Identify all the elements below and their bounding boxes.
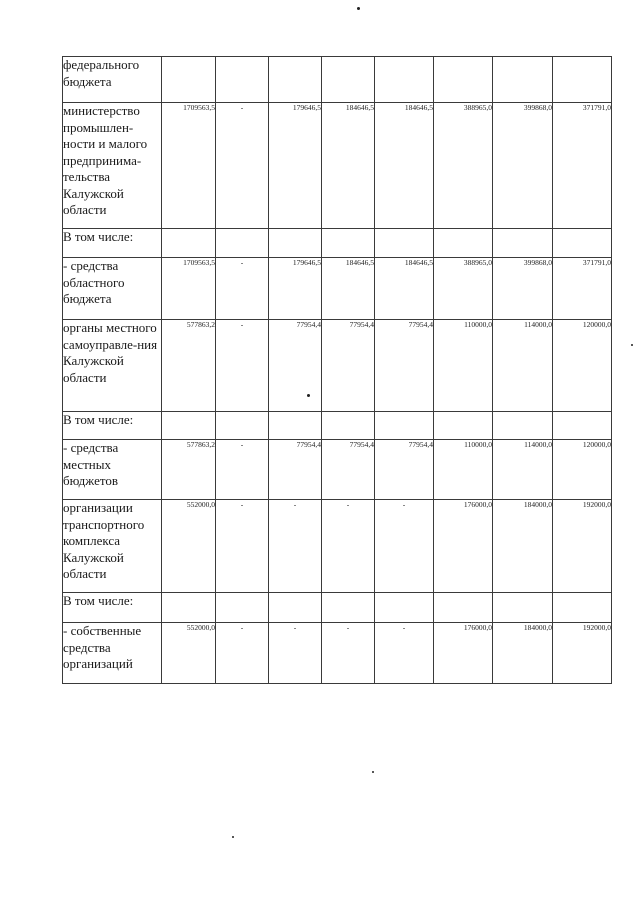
cell-col-3: 77954,4 (269, 320, 322, 412)
cell-col-7: 399868,0 (493, 258, 553, 320)
cell-col-7 (493, 229, 553, 258)
row-label: - средства областного бюджета (63, 258, 162, 320)
cell-col-4: - (322, 500, 375, 593)
cell-col-3 (269, 57, 322, 103)
cell-col-8: 120000,0 (553, 320, 612, 412)
cell-col-3: 179646,5 (269, 103, 322, 229)
cell-col-6: 388965,0 (434, 258, 493, 320)
cell-total (162, 57, 216, 103)
cell-col-5 (375, 57, 434, 103)
cell-col-2 (216, 229, 269, 258)
cell-col-8: 371791,0 (553, 258, 612, 320)
cell-total (162, 229, 216, 258)
cell-col-4 (322, 412, 375, 440)
scan-speck (631, 344, 633, 346)
cell-col-5 (375, 593, 434, 623)
row-label: организации транспортного комплекса Калужской области (63, 500, 162, 593)
cell-col-2 (216, 57, 269, 103)
cell-col-2 (216, 412, 269, 440)
cell-col-5: 77954,4 (375, 440, 434, 500)
table-row (63, 500, 612, 593)
cell-col-4: 184646,5 (322, 103, 375, 229)
table-row (63, 623, 612, 684)
cell-col-5 (375, 412, 434, 440)
table-row (63, 412, 612, 440)
table-row (63, 593, 612, 623)
cell-col-3: - (269, 500, 322, 593)
cell-col-4: 77954,4 (322, 320, 375, 412)
cell-col-3: 179646,5 (269, 258, 322, 320)
cell-col-6: 388965,0 (434, 103, 493, 229)
cell-col-6: 110000,0 (434, 320, 493, 412)
cell-col-2: - (216, 320, 269, 412)
cell-col-7 (493, 412, 553, 440)
table-row (63, 440, 612, 500)
cell-col-8 (553, 412, 612, 440)
cell-col-6 (434, 229, 493, 258)
scan-speck (307, 394, 310, 397)
cell-col-6 (434, 593, 493, 623)
cell-col-5: - (375, 500, 434, 593)
cell-total: 1709563,5 (162, 103, 216, 229)
cell-col-5: 77954,4 (375, 320, 434, 412)
table-row (63, 258, 612, 320)
table-row (63, 103, 612, 229)
cell-col-3: - (269, 623, 322, 684)
row-label: - средства местных бюджетов (63, 440, 162, 500)
row-label: федерального бюджета (63, 57, 162, 103)
cell-col-5 (375, 229, 434, 258)
scan-speck (232, 836, 234, 838)
cell-col-2: - (216, 103, 269, 229)
cell-col-8: 120000,0 (553, 440, 612, 500)
cell-col-2: - (216, 258, 269, 320)
cell-col-3: 77954,4 (269, 440, 322, 500)
cell-col-3 (269, 229, 322, 258)
cell-col-7: 114000,0 (493, 320, 553, 412)
cell-col-5: 184646,5 (375, 258, 434, 320)
cell-col-7: 184000,0 (493, 500, 553, 593)
cell-col-3 (269, 412, 322, 440)
row-label: - собственные средства организаций (63, 623, 162, 684)
cell-col-2: - (216, 623, 269, 684)
cell-col-6: 110000,0 (434, 440, 493, 500)
cell-col-5: 184646,5 (375, 103, 434, 229)
scan-speck (357, 7, 360, 10)
row-label: В том числе: (63, 229, 162, 258)
cell-col-8 (553, 57, 612, 103)
row-label: В том числе: (63, 412, 162, 440)
cell-col-2 (216, 593, 269, 623)
cell-col-2: - (216, 500, 269, 593)
cell-col-7 (493, 593, 553, 623)
cell-col-4: 184646,5 (322, 258, 375, 320)
cell-col-3 (269, 593, 322, 623)
cell-col-5: - (375, 623, 434, 684)
cell-col-6: 176000,0 (434, 500, 493, 593)
cell-col-7 (493, 57, 553, 103)
cell-total: 577863,2 (162, 440, 216, 500)
cell-col-8: 192000,0 (553, 623, 612, 684)
table-row (63, 320, 612, 412)
table-row (63, 229, 612, 258)
cell-col-8: 192000,0 (553, 500, 612, 593)
cell-col-2: - (216, 440, 269, 500)
cell-col-7: 399868,0 (493, 103, 553, 229)
cell-col-8 (553, 229, 612, 258)
scan-speck (372, 771, 374, 773)
row-label: В том числе: (63, 593, 162, 623)
cell-total: 552000,0 (162, 500, 216, 593)
cell-total (162, 593, 216, 623)
cell-col-6 (434, 412, 493, 440)
cell-col-8: 371791,0 (553, 103, 612, 229)
cell-col-7: 114000,0 (493, 440, 553, 500)
cell-total: 577863,2 (162, 320, 216, 412)
cell-total: 552000,0 (162, 623, 216, 684)
cell-total: 1709563,5 (162, 258, 216, 320)
cell-col-6 (434, 57, 493, 103)
cell-total (162, 412, 216, 440)
table-row (63, 57, 612, 103)
row-label: органы местного самоуправле-ния Калужской области (63, 320, 162, 412)
cell-col-4: - (322, 623, 375, 684)
cell-col-4 (322, 229, 375, 258)
row-label: министерство промышлен-ности и малого предпринима-тельства Калужской области (63, 103, 162, 229)
cell-col-6: 176000,0 (434, 623, 493, 684)
cell-col-4 (322, 593, 375, 623)
budget-table (62, 56, 612, 684)
cell-col-7: 184000,0 (493, 623, 553, 684)
cell-col-4 (322, 57, 375, 103)
cell-col-4: 77954,4 (322, 440, 375, 500)
cell-col-8 (553, 593, 612, 623)
table-body (63, 57, 612, 684)
